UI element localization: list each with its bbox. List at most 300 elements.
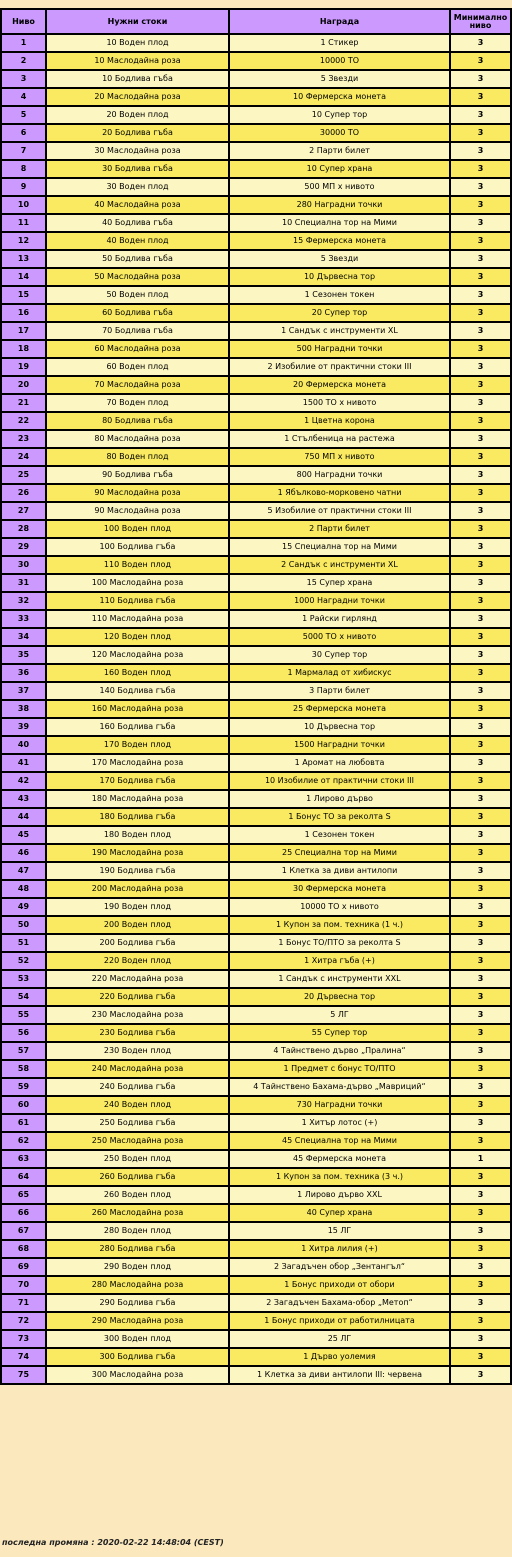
min-level-cell: 3 bbox=[450, 1294, 511, 1312]
level-cell: 6 bbox=[1, 124, 46, 142]
level-cell: 64 bbox=[1, 1168, 46, 1186]
header-min-level-line2: ниво bbox=[469, 20, 492, 30]
level-cell: 9 bbox=[1, 178, 46, 196]
reward-cell: 10 Фермерска монета bbox=[229, 88, 450, 106]
required-items-cell: 120 Маслодайна роза bbox=[46, 646, 229, 664]
min-level-cell: 3 bbox=[450, 1276, 511, 1294]
level-cell: 41 bbox=[1, 754, 46, 772]
table-row bbox=[1, 862, 511, 880]
reward-cell: 10000 ТО bbox=[229, 52, 450, 70]
header-min-level bbox=[450, 9, 511, 34]
required-items-cell: 140 Бодлива гъба bbox=[46, 682, 229, 700]
level-cell: 7 bbox=[1, 142, 46, 160]
reward-cell: 1 Купон за пом. техника (1 ч.) bbox=[229, 916, 450, 934]
table-row bbox=[1, 1042, 511, 1060]
table-row bbox=[1, 1204, 511, 1222]
level-cell: 51 bbox=[1, 934, 46, 952]
reward-cell: 4 Тайнствено дърво „Пралина“ bbox=[229, 1042, 450, 1060]
required-items-cell: 230 Маслодайна роза bbox=[46, 1006, 229, 1024]
required-items-cell: 70 Маслодайна роза bbox=[46, 376, 229, 394]
level-cell: 49 bbox=[1, 898, 46, 916]
min-level-cell: 3 bbox=[450, 88, 511, 106]
table-row bbox=[1, 196, 511, 214]
required-items-cell: 230 Воден плод bbox=[46, 1042, 229, 1060]
required-items-cell: 30 Воден плод bbox=[46, 178, 229, 196]
table-row bbox=[1, 484, 511, 502]
min-level-cell: 3 bbox=[450, 592, 511, 610]
min-level-cell: 3 bbox=[450, 664, 511, 682]
table-row bbox=[1, 826, 511, 844]
level-cell: 73 bbox=[1, 1330, 46, 1348]
level-cell: 21 bbox=[1, 394, 46, 412]
required-items-cell: 30 Маслодайна роза bbox=[46, 142, 229, 160]
reward-cell: 10 Супер храна bbox=[229, 160, 450, 178]
table-row bbox=[1, 160, 511, 178]
level-cell: 25 bbox=[1, 466, 46, 484]
level-cell: 37 bbox=[1, 682, 46, 700]
level-cell: 65 bbox=[1, 1186, 46, 1204]
table-row bbox=[1, 430, 511, 448]
level-cell: 28 bbox=[1, 520, 46, 538]
reward-cell: 1 Хитър лотос (+) bbox=[229, 1114, 450, 1132]
min-level-cell: 3 bbox=[450, 970, 511, 988]
reward-cell: 1 Сандък с инструменти XXL bbox=[229, 970, 450, 988]
level-cell: 75 bbox=[1, 1366, 46, 1384]
required-items-cell: 80 Бодлива гъба bbox=[46, 412, 229, 430]
level-cell: 62 bbox=[1, 1132, 46, 1150]
reward-cell: 5000 ТО х нивото bbox=[229, 628, 450, 646]
required-items-cell: 220 Бодлива гъба bbox=[46, 988, 229, 1006]
table-row bbox=[1, 142, 511, 160]
required-items-cell: 220 Маслодайна роза bbox=[46, 970, 229, 988]
reward-cell: 2 Сандък с инструменти XL bbox=[229, 556, 450, 574]
table-row bbox=[1, 988, 511, 1006]
table-header bbox=[1, 9, 511, 34]
reward-cell: 4 Тайнствено Бахама-дърво „Мавриций“ bbox=[229, 1078, 450, 1096]
level-cell: 16 bbox=[1, 304, 46, 322]
min-level-cell: 3 bbox=[450, 988, 511, 1006]
table-row bbox=[1, 358, 511, 376]
table-row bbox=[1, 808, 511, 826]
required-items-cell: 250 Бодлива гъба bbox=[46, 1114, 229, 1132]
required-items-cell: 260 Воден плод bbox=[46, 1186, 229, 1204]
table-row bbox=[1, 1168, 511, 1186]
required-items-cell: 100 Бодлива гъба bbox=[46, 538, 229, 556]
table-row bbox=[1, 376, 511, 394]
table-row bbox=[1, 1132, 511, 1150]
level-cell: 74 bbox=[1, 1348, 46, 1366]
table-row bbox=[1, 520, 511, 538]
level-cell: 60 bbox=[1, 1096, 46, 1114]
level-cell: 34 bbox=[1, 628, 46, 646]
level-cell: 19 bbox=[1, 358, 46, 376]
table-row bbox=[1, 340, 511, 358]
min-level-cell: 3 bbox=[450, 286, 511, 304]
level-cell: 26 bbox=[1, 484, 46, 502]
min-level-cell: 3 bbox=[450, 538, 511, 556]
reward-cell: 10 Изобилие от практични стоки III bbox=[229, 772, 450, 790]
required-items-cell: 110 Маслодайна роза bbox=[46, 610, 229, 628]
table-row bbox=[1, 466, 511, 484]
level-cell: 24 bbox=[1, 448, 46, 466]
table-row bbox=[1, 1060, 511, 1078]
min-level-cell: 3 bbox=[450, 1204, 511, 1222]
reward-cell: 30 Фермерска монета bbox=[229, 880, 450, 898]
min-level-cell: 3 bbox=[450, 1186, 511, 1204]
min-level-cell: 3 bbox=[450, 448, 511, 466]
required-items-cell: 240 Маслодайна роза bbox=[46, 1060, 229, 1078]
table-body bbox=[1, 34, 511, 1384]
table-row bbox=[1, 1366, 511, 1384]
level-cell: 42 bbox=[1, 772, 46, 790]
reward-cell: 2 Загадъчен обор „Зентангъл“ bbox=[229, 1258, 450, 1276]
required-items-cell: 160 Бодлива гъба bbox=[46, 718, 229, 736]
min-level-cell: 3 bbox=[450, 646, 511, 664]
table-row bbox=[1, 754, 511, 772]
table-row bbox=[1, 1096, 511, 1114]
reward-cell: 800 Наградни точки bbox=[229, 466, 450, 484]
reward-cell: 1 Аромат на любовта bbox=[229, 754, 450, 772]
level-cell: 5 bbox=[1, 106, 46, 124]
reward-cell: 1 Мармалад от хибискус bbox=[229, 664, 450, 682]
level-cell: 59 bbox=[1, 1078, 46, 1096]
min-level-cell: 3 bbox=[450, 916, 511, 934]
required-items-cell: 120 Воден плод bbox=[46, 628, 229, 646]
level-cell: 1 bbox=[1, 34, 46, 52]
reward-cell: 10 Дървесна тор bbox=[229, 268, 450, 286]
reward-cell: 730 Наградни точки bbox=[229, 1096, 450, 1114]
level-cell: 20 bbox=[1, 376, 46, 394]
table-row bbox=[1, 1006, 511, 1024]
min-level-cell: 3 bbox=[450, 1042, 511, 1060]
min-level-cell: 3 bbox=[450, 1168, 511, 1186]
table-row bbox=[1, 1348, 511, 1366]
required-items-cell: 300 Маслодайна роза bbox=[46, 1366, 229, 1384]
required-items-cell: 60 Маслодайна роза bbox=[46, 340, 229, 358]
header-required-items: Нужни стоки bbox=[46, 9, 229, 34]
reward-cell: 750 МП х нивото bbox=[229, 448, 450, 466]
min-level-cell: 3 bbox=[450, 394, 511, 412]
table-row bbox=[1, 916, 511, 934]
min-level-cell: 3 bbox=[450, 862, 511, 880]
min-level-cell: 3 bbox=[450, 772, 511, 790]
reward-cell: 1 Сезонен токен bbox=[229, 286, 450, 304]
level-cell: 15 bbox=[1, 286, 46, 304]
reward-cell: 2 Загадъчен Бахама-обор „Метоп“ bbox=[229, 1294, 450, 1312]
level-cell: 4 bbox=[1, 88, 46, 106]
level-cell: 48 bbox=[1, 880, 46, 898]
level-cell: 31 bbox=[1, 574, 46, 592]
table-row bbox=[1, 448, 511, 466]
level-cell: 32 bbox=[1, 592, 46, 610]
required-items-cell: 240 Бодлива гъба bbox=[46, 1078, 229, 1096]
required-items-cell: 110 Бодлива гъба bbox=[46, 592, 229, 610]
table-row bbox=[1, 502, 511, 520]
required-items-cell: 170 Маслодайна роза bbox=[46, 754, 229, 772]
min-level-cell: 3 bbox=[450, 340, 511, 358]
reward-cell: 1 Бонус приходи от обори bbox=[229, 1276, 450, 1294]
min-level-cell: 3 bbox=[450, 70, 511, 88]
required-items-cell: 290 Маслодайна роза bbox=[46, 1312, 229, 1330]
level-cell: 29 bbox=[1, 538, 46, 556]
reward-cell: 25 Специална тор на Мими bbox=[229, 844, 450, 862]
reward-cell: 500 МП х нивото bbox=[229, 178, 450, 196]
header-level: Ниво bbox=[1, 9, 46, 34]
table-row bbox=[1, 898, 511, 916]
level-cell: 54 bbox=[1, 988, 46, 1006]
min-level-cell: 3 bbox=[450, 160, 511, 178]
table-row bbox=[1, 178, 511, 196]
min-level-cell: 3 bbox=[450, 34, 511, 52]
table-row bbox=[1, 1240, 511, 1258]
required-items-cell: 180 Маслодайна роза bbox=[46, 790, 229, 808]
min-level-cell: 3 bbox=[450, 1078, 511, 1096]
reward-cell: 1 Сандък с инструменти XL bbox=[229, 322, 450, 340]
table-row bbox=[1, 34, 511, 52]
required-items-cell: 50 Маслодайна роза bbox=[46, 268, 229, 286]
reward-cell: 5 Изобилие от практични стоки III bbox=[229, 502, 450, 520]
reward-cell: 20 Дървесна тор bbox=[229, 988, 450, 1006]
min-level-cell: 1 bbox=[450, 1150, 511, 1168]
reward-cell: 55 Супер тор bbox=[229, 1024, 450, 1042]
min-level-cell: 3 bbox=[450, 484, 511, 502]
required-items-cell: 200 Воден плод bbox=[46, 916, 229, 934]
table-row bbox=[1, 1024, 511, 1042]
level-cell: 2 bbox=[1, 52, 46, 70]
level-cell: 17 bbox=[1, 322, 46, 340]
level-cell: 30 bbox=[1, 556, 46, 574]
level-cell: 56 bbox=[1, 1024, 46, 1042]
reward-cell: 1500 ТО х нивото bbox=[229, 394, 450, 412]
level-cell: 72 bbox=[1, 1312, 46, 1330]
table-row bbox=[1, 556, 511, 574]
min-level-cell: 3 bbox=[450, 808, 511, 826]
min-level-cell: 3 bbox=[450, 430, 511, 448]
required-items-cell: 50 Воден плод bbox=[46, 286, 229, 304]
required-items-cell: 220 Воден плод bbox=[46, 952, 229, 970]
table-row bbox=[1, 322, 511, 340]
min-level-cell: 3 bbox=[450, 1006, 511, 1024]
min-level-cell: 3 bbox=[450, 304, 511, 322]
level-cell: 27 bbox=[1, 502, 46, 520]
reward-cell: 10 Дървесна тор bbox=[229, 718, 450, 736]
required-items-cell: 10 Воден плод bbox=[46, 34, 229, 52]
min-level-cell: 3 bbox=[450, 934, 511, 952]
required-items-cell: 90 Маслодайна роза bbox=[46, 484, 229, 502]
table-row bbox=[1, 682, 511, 700]
table-row bbox=[1, 394, 511, 412]
table-row bbox=[1, 934, 511, 952]
level-cell: 14 bbox=[1, 268, 46, 286]
reward-cell: 40 Супер храна bbox=[229, 1204, 450, 1222]
min-level-cell: 3 bbox=[450, 700, 511, 718]
reward-cell: 280 Наградни точки bbox=[229, 196, 450, 214]
level-cell: 40 bbox=[1, 736, 46, 754]
reward-cell: 20 Супер тор bbox=[229, 304, 450, 322]
min-level-cell: 3 bbox=[450, 466, 511, 484]
reward-cell: 15 Супер храна bbox=[229, 574, 450, 592]
min-level-cell: 3 bbox=[450, 1114, 511, 1132]
min-level-cell: 3 bbox=[450, 790, 511, 808]
required-items-cell: 290 Воден плод bbox=[46, 1258, 229, 1276]
reward-cell: 20 Фермерска монета bbox=[229, 376, 450, 394]
level-cell: 18 bbox=[1, 340, 46, 358]
required-items-cell: 70 Бодлива гъба bbox=[46, 322, 229, 340]
required-items-cell: 160 Воден плод bbox=[46, 664, 229, 682]
table-row bbox=[1, 664, 511, 682]
level-cell: 43 bbox=[1, 790, 46, 808]
table-row bbox=[1, 1078, 511, 1096]
required-items-cell: 190 Бодлива гъба bbox=[46, 862, 229, 880]
required-items-cell: 190 Воден плод bbox=[46, 898, 229, 916]
required-items-cell: 90 Бодлива гъба bbox=[46, 466, 229, 484]
min-level-cell: 3 bbox=[450, 718, 511, 736]
reward-cell: 10000 ТО х нивото bbox=[229, 898, 450, 916]
header-row bbox=[1, 9, 511, 34]
min-level-cell: 3 bbox=[450, 628, 511, 646]
table-row bbox=[1, 574, 511, 592]
level-cell: 8 bbox=[1, 160, 46, 178]
reward-cell: 1 Лирово дърво bbox=[229, 790, 450, 808]
reward-cell: 30 Супер тор bbox=[229, 646, 450, 664]
reward-cell: 15 ЛГ bbox=[229, 1222, 450, 1240]
required-items-cell: 40 Бодлива гъба bbox=[46, 214, 229, 232]
required-items-cell: 200 Маслодайна роза bbox=[46, 880, 229, 898]
reward-cell: 1 Купон за пом. техника (3 ч.) bbox=[229, 1168, 450, 1186]
table-row bbox=[1, 700, 511, 718]
min-level-cell: 3 bbox=[450, 1330, 511, 1348]
last-modified: последна промяна : 2020-02-22 14:48:04 (CEST) bbox=[2, 1538, 224, 1547]
table-row bbox=[1, 880, 511, 898]
required-items-cell: 230 Бодлива гъба bbox=[46, 1024, 229, 1042]
required-items-cell: 20 Маслодайна роза bbox=[46, 88, 229, 106]
min-level-cell: 3 bbox=[450, 502, 511, 520]
level-cell: 50 bbox=[1, 916, 46, 934]
min-level-cell: 3 bbox=[450, 178, 511, 196]
reward-cell: 10 Супер тор bbox=[229, 106, 450, 124]
table-row bbox=[1, 736, 511, 754]
level-cell: 38 bbox=[1, 700, 46, 718]
required-items-cell: 180 Бодлива гъба bbox=[46, 808, 229, 826]
reward-cell: 1 Бонус приходи от работилницата bbox=[229, 1312, 450, 1330]
reward-cell: 15 Фермерска монета bbox=[229, 232, 450, 250]
required-items-cell: 90 Маслодайна роза bbox=[46, 502, 229, 520]
required-items-cell: 110 Воден плод bbox=[46, 556, 229, 574]
required-items-cell: 60 Воден плод bbox=[46, 358, 229, 376]
level-cell: 45 bbox=[1, 826, 46, 844]
level-cell: 33 bbox=[1, 610, 46, 628]
reward-cell: 30000 ТО bbox=[229, 124, 450, 142]
required-items-cell: 10 Маслодайна роза bbox=[46, 52, 229, 70]
table-row bbox=[1, 70, 511, 88]
min-level-cell: 3 bbox=[450, 1348, 511, 1366]
min-level-cell: 3 bbox=[450, 358, 511, 376]
level-cell: 53 bbox=[1, 970, 46, 988]
reward-cell: 1 Клетка за диви антилопи bbox=[229, 862, 450, 880]
level-cell: 58 bbox=[1, 1060, 46, 1078]
level-cell: 10 bbox=[1, 196, 46, 214]
rewards-table-container bbox=[0, 8, 510, 1385]
required-items-cell: 190 Маслодайна роза bbox=[46, 844, 229, 862]
level-cell: 63 bbox=[1, 1150, 46, 1168]
table-row bbox=[1, 970, 511, 988]
reward-cell: 25 Фермерска монета bbox=[229, 700, 450, 718]
rewards-table bbox=[0, 8, 512, 1385]
required-items-cell: 300 Воден плод bbox=[46, 1330, 229, 1348]
reward-cell: 2 Изобилие от практични стоки III bbox=[229, 358, 450, 376]
required-items-cell: 250 Маслодайна роза bbox=[46, 1132, 229, 1150]
required-items-cell: 70 Воден плод bbox=[46, 394, 229, 412]
reward-cell: 3 Парти билет bbox=[229, 682, 450, 700]
reward-cell: 1 Стикер bbox=[229, 34, 450, 52]
level-cell: 36 bbox=[1, 664, 46, 682]
required-items-cell: 10 Бодлива гъба bbox=[46, 70, 229, 88]
required-items-cell: 50 Бодлива гъба bbox=[46, 250, 229, 268]
level-cell: 52 bbox=[1, 952, 46, 970]
level-cell: 35 bbox=[1, 646, 46, 664]
min-level-cell: 3 bbox=[450, 52, 511, 70]
reward-cell: 15 Специална тор на Мими bbox=[229, 538, 450, 556]
reward-cell: 2 Парти билет bbox=[229, 520, 450, 538]
min-level-cell: 3 bbox=[450, 1132, 511, 1150]
required-items-cell: 260 Бодлива гъба bbox=[46, 1168, 229, 1186]
min-level-cell: 3 bbox=[450, 196, 511, 214]
required-items-cell: 170 Воден плод bbox=[46, 736, 229, 754]
level-cell: 67 bbox=[1, 1222, 46, 1240]
required-items-cell: 20 Бодлива гъба bbox=[46, 124, 229, 142]
min-level-cell: 3 bbox=[450, 880, 511, 898]
required-items-cell: 100 Маслодайна роза bbox=[46, 574, 229, 592]
min-level-cell: 3 bbox=[450, 1222, 511, 1240]
table-row bbox=[1, 844, 511, 862]
table-row bbox=[1, 1222, 511, 1240]
required-items-cell: 260 Маслодайна роза bbox=[46, 1204, 229, 1222]
min-level-cell: 3 bbox=[450, 520, 511, 538]
reward-cell: 10 Специална тор на Мими bbox=[229, 214, 450, 232]
required-items-cell: 20 Воден плод bbox=[46, 106, 229, 124]
table-row bbox=[1, 286, 511, 304]
reward-cell: 500 Наградни точки bbox=[229, 340, 450, 358]
table-row bbox=[1, 1186, 511, 1204]
min-level-cell: 3 bbox=[450, 268, 511, 286]
min-level-cell: 3 bbox=[450, 574, 511, 592]
min-level-cell: 3 bbox=[450, 376, 511, 394]
table-row bbox=[1, 1312, 511, 1330]
reward-cell: 5 Звезди bbox=[229, 70, 450, 88]
required-items-cell: 240 Воден плод bbox=[46, 1096, 229, 1114]
level-cell: 3 bbox=[1, 70, 46, 88]
reward-cell: 1 Стълбеница на растежа bbox=[229, 430, 450, 448]
reward-cell: 1500 Наградни точки bbox=[229, 736, 450, 754]
required-items-cell: 290 Бодлива гъба bbox=[46, 1294, 229, 1312]
required-items-cell: 30 Бодлива гъба bbox=[46, 160, 229, 178]
reward-cell: 45 Специална тор на Мими bbox=[229, 1132, 450, 1150]
table-row bbox=[1, 718, 511, 736]
table-row bbox=[1, 52, 511, 70]
table-row bbox=[1, 88, 511, 106]
reward-cell: 1 Бонус ТО/ПТО за реколта S bbox=[229, 934, 450, 952]
level-cell: 47 bbox=[1, 862, 46, 880]
min-level-cell: 3 bbox=[450, 952, 511, 970]
level-cell: 61 bbox=[1, 1114, 46, 1132]
table-row bbox=[1, 304, 511, 322]
min-level-cell: 3 bbox=[450, 214, 511, 232]
level-cell: 71 bbox=[1, 1294, 46, 1312]
reward-cell: 1 Сезонен токен bbox=[229, 826, 450, 844]
required-items-cell: 40 Маслодайна роза bbox=[46, 196, 229, 214]
table-row bbox=[1, 1276, 511, 1294]
table-row bbox=[1, 628, 511, 646]
